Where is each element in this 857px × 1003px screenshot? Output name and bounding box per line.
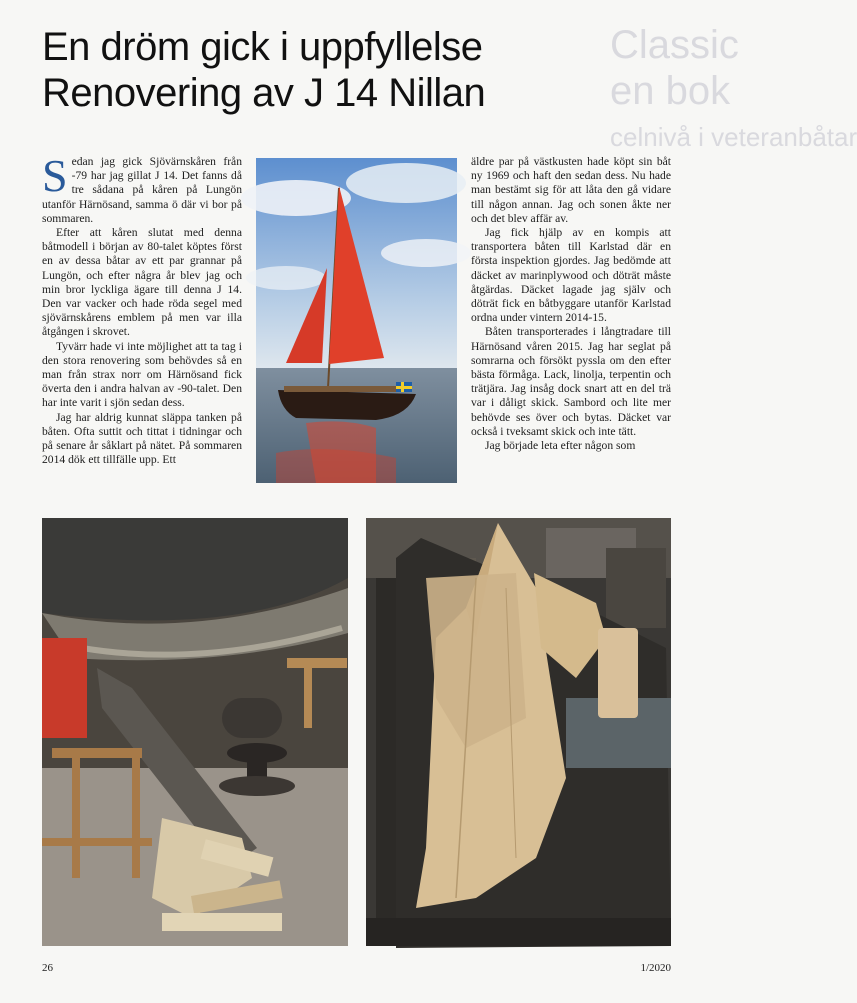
bleed-through-text	[610, 22, 857, 160]
page-number: 26	[42, 962, 53, 974]
issue-label: 1/2020	[640, 962, 671, 974]
new-wood-parts-photo	[366, 518, 671, 946]
article-paragraph: Båten transporterades i långtradare till Härnösand våren 2015. Jag har seglat på somrarna och försökt pyssla om den efter bästa förmåga. Lack, linolja, terpentin och trätjära. Jag insåg dock snart att en del trä var i dåligt skick. Sambord och lite mer behövde ses över och bytas. Däcket var också i tveksamt skick och inte tätt.	[471, 325, 671, 438]
drop-cap: S	[42, 150, 68, 201]
article-paragraph: Jag började leta efter någon som	[485, 439, 636, 453]
article-title	[42, 24, 485, 116]
bleed-line-2: en bok	[610, 69, 731, 113]
hull-repair-photo	[42, 518, 348, 946]
article-paragraph: Efter att kåren slutat med denna båtmodell i början av 80-talet köptes först en av dessa båtar av ett par grannar på Lungön, och efter några år blev jag och min bror lyckliga ägare till denna J 14. Den var vacker och hade röda segel med sjövärnskårens emblem på men var illa åtgången i skrovet.	[42, 226, 242, 339]
bleed-line-1: Classic	[610, 23, 739, 67]
sailboat-photo	[256, 158, 457, 483]
article-paragraph: Tyvärr hade vi inte möjlighet att ta tag i den stora renovering som behövdes så en man från strax norr om Härnösand fick överta den i andra halvan av -90-talet. Den har inte varit i sjön sedan dess.	[42, 339, 242, 410]
article-paragraph: äldre par på västkusten hade köpt sin båt ny 1969 och haft den sedan dess. Nu hade man bestämt sig för att låta den gå vidare till någon annan. Jag och sonen åkte ner och det blev affär av.	[471, 155, 671, 225]
bleed-line-3: celnivå i veteranbåtar	[610, 122, 857, 152]
article-paragraph: Jag har aldrig kunnat släppa tanken på båten. Ofta suttit och tittat i tidningar och på senare år såklart på nätet. På sommaren 2014 dök ett tillfälle upp. Ett	[42, 410, 242, 467]
article-paragraph: Jag fick hjälp av en kompis att transportera båten till Karlstad där en första inspektion gjordes. Jag bedömde att däcket av marinplywood och döträt måste åtgärdas. Däcket lagade jag själv och döträt fick en båtbyggare utanför Karlstad ordna under vintern 2014-15.	[471, 226, 671, 325]
title-line-1: En dröm gick i uppfyllelse	[42, 25, 483, 69]
paragraph-text: edan jag gick Sjövärnskåren från -79 har jag gillat J 14. Det fanns då tre sådana på kåren på Lungön utanför Härnösand, samma ö där vi bor på sommaren.	[42, 155, 242, 225]
article-column-3	[471, 155, 671, 453]
article-paragraph	[42, 150, 242, 226]
article-column-1	[42, 150, 242, 467]
title-line-2: Renovering av J 14 Nillan	[42, 71, 486, 115]
